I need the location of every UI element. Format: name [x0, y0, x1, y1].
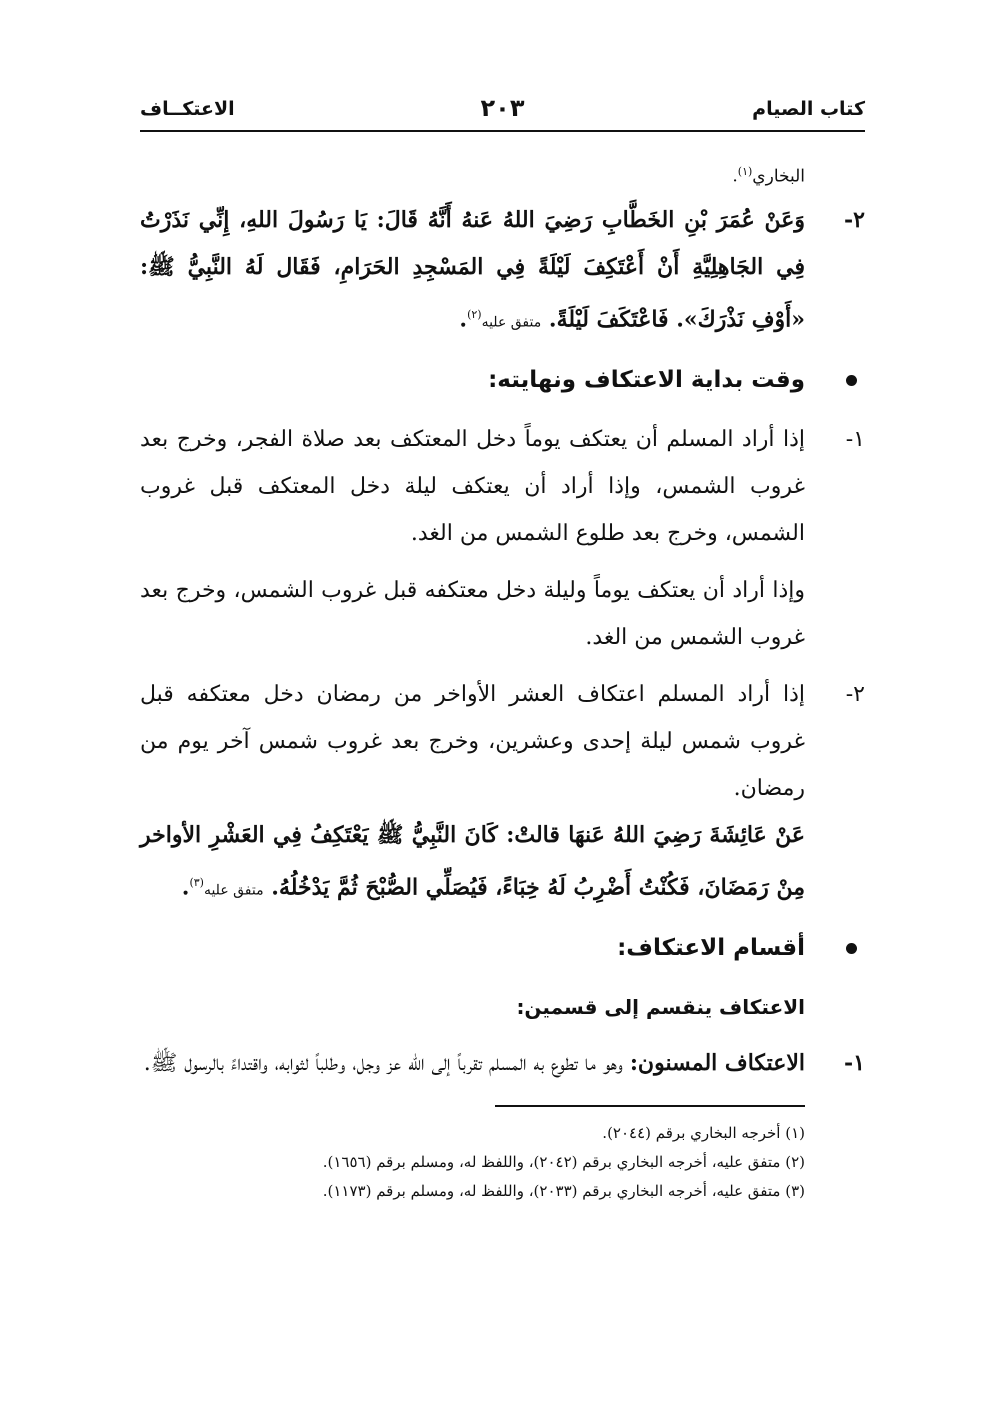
item-number: ١-: [845, 426, 865, 452]
section-heading-types: [140, 924, 865, 972]
footnote-ref-1: (١): [737, 165, 753, 178]
footnote-2: (٢) متفق عليه، أخرجه البخاري برقم (٢٠٤٢)، واللفظ له، ومسلم برقم (١٦٥٦).: [322, 1153, 805, 1172]
types-subheading: الاعتكاف ينقسم إلى قسمين:: [516, 995, 805, 1020]
footnote-3: (٣) متفق عليه، أخرجه البخاري برقم (٢٠٣٣)، واللفظ له، ومسلم برقم (١١٧٣).: [322, 1182, 805, 1201]
types-item-1-title: الاعتكاف المسنون:: [629, 1050, 805, 1077]
hadith-umar: [140, 197, 865, 346]
timing-item-2-text: إذا أراد المسلم اعتكاف العشر الأواخر من رمضان دخل معتكفه قبل غروب شمس ليلة إحدى وعشرين، وخرج بعد غروب شمس آخر يوم من رمضان.: [140, 681, 805, 801]
timing-item-1-continuation: وإذا أراد أن يعتكف يوماً وليلة دخل معتكفه قبل غروب الشمس، وخرج بعد غروب الشمس من الغد.: [140, 577, 805, 650]
page-header: [140, 92, 865, 132]
timing-item-2: [140, 671, 865, 812]
book-title: كتاب الصيام: [752, 98, 865, 120]
footnote-ref-2: (٢): [467, 307, 482, 321]
hadith-umar-note: متفق عليه: [481, 313, 542, 330]
types-item-1-text: وهو ما تطوع به المسلم تقرباً إلى الله عز وجل، وطلباً لثوابه، واقتداءً بالرسول ﷺ.: [143, 1051, 623, 1077]
hadith-umar-text: وَعَنْ عُمَرَ بْنِ الخَطَّابِ رَضِيَ اللهُ عَنهُ أَنَّهُ قَالَ: يَا رَسُولَ اللهِ، إِنِّي نَذَرْتُ فِي الجَاهِلِيَّةِ أَنْ أَعْتَكِفَ لَيْلَةً فِي المَسْجِدِ الحَرَامِ، فَقَال لَهُ النَّبِيُّ ﷺ: «أَوْفِ نَذْرَكَ». فَاعْتَكَفَ لَيْلَةً.: [140, 206, 805, 332]
section-heading-timing: [140, 356, 865, 404]
section-heading-timing-text: وقت بداية الاعتكاف ونهايته:: [488, 366, 805, 393]
item-number: ١-: [844, 1050, 865, 1077]
continuation-end: .: [732, 166, 738, 187]
hadith-umar-end: .: [459, 305, 468, 332]
timing-item-1: [140, 416, 865, 557]
footnote-ref-3: (٣): [189, 875, 204, 889]
page: [140, 92, 865, 1332]
bullet-icon: [846, 375, 857, 386]
footnotes: [322, 1105, 805, 1206]
hadith-aisha-end: .: [181, 874, 190, 901]
bullet-icon: [846, 943, 857, 954]
item-number: ٢-: [844, 206, 865, 233]
hadith-aisha-text: عَنْ عَائِشَةَ رَضِيَ اللهُ عَنهَا قالتْ: كَانَ النَّبِيُّ ﷺ يَعْتَكِفُ فِي العَشْرِ الأواخر مِنْ رَمَضَانَ، فَكُنْتُ أَضْرِبُ لَهُ خِبَاءً، فَيُصَلِّي الصُّبْحَ ثُمَّ يَدْخُلُهُ.: [140, 821, 805, 901]
timing-item-1-text: إذا أراد المسلم أن يعتكف يوماً دخل المعتكف بعد صلاة الفجر، وخرج بعد غروب الشمس، وإذا أراد أن يعتكف ليلة دخل المعتكف قبل غروب الشمس، وخرج بعد طلوع الشمس من الغد.: [140, 426, 805, 546]
continuation-text: البخاري: [752, 166, 805, 187]
hadith-aisha-note: متفق عليه: [203, 882, 264, 899]
continuation-line: [140, 152, 805, 197]
section-heading-types-text: أقسام الاعتكاف:: [617, 935, 805, 962]
item-number: ٢-: [845, 681, 865, 707]
footnote-1: (١) أخرجه البخاري برقم (٢٠٤٤).: [602, 1124, 805, 1143]
chapter-title: الاعتكــاف: [140, 98, 235, 120]
page-number: ٢٠٣: [480, 94, 525, 122]
page-body: [140, 152, 865, 1206]
types-item-1: [140, 1040, 865, 1087]
hadith-aisha: [140, 812, 805, 914]
